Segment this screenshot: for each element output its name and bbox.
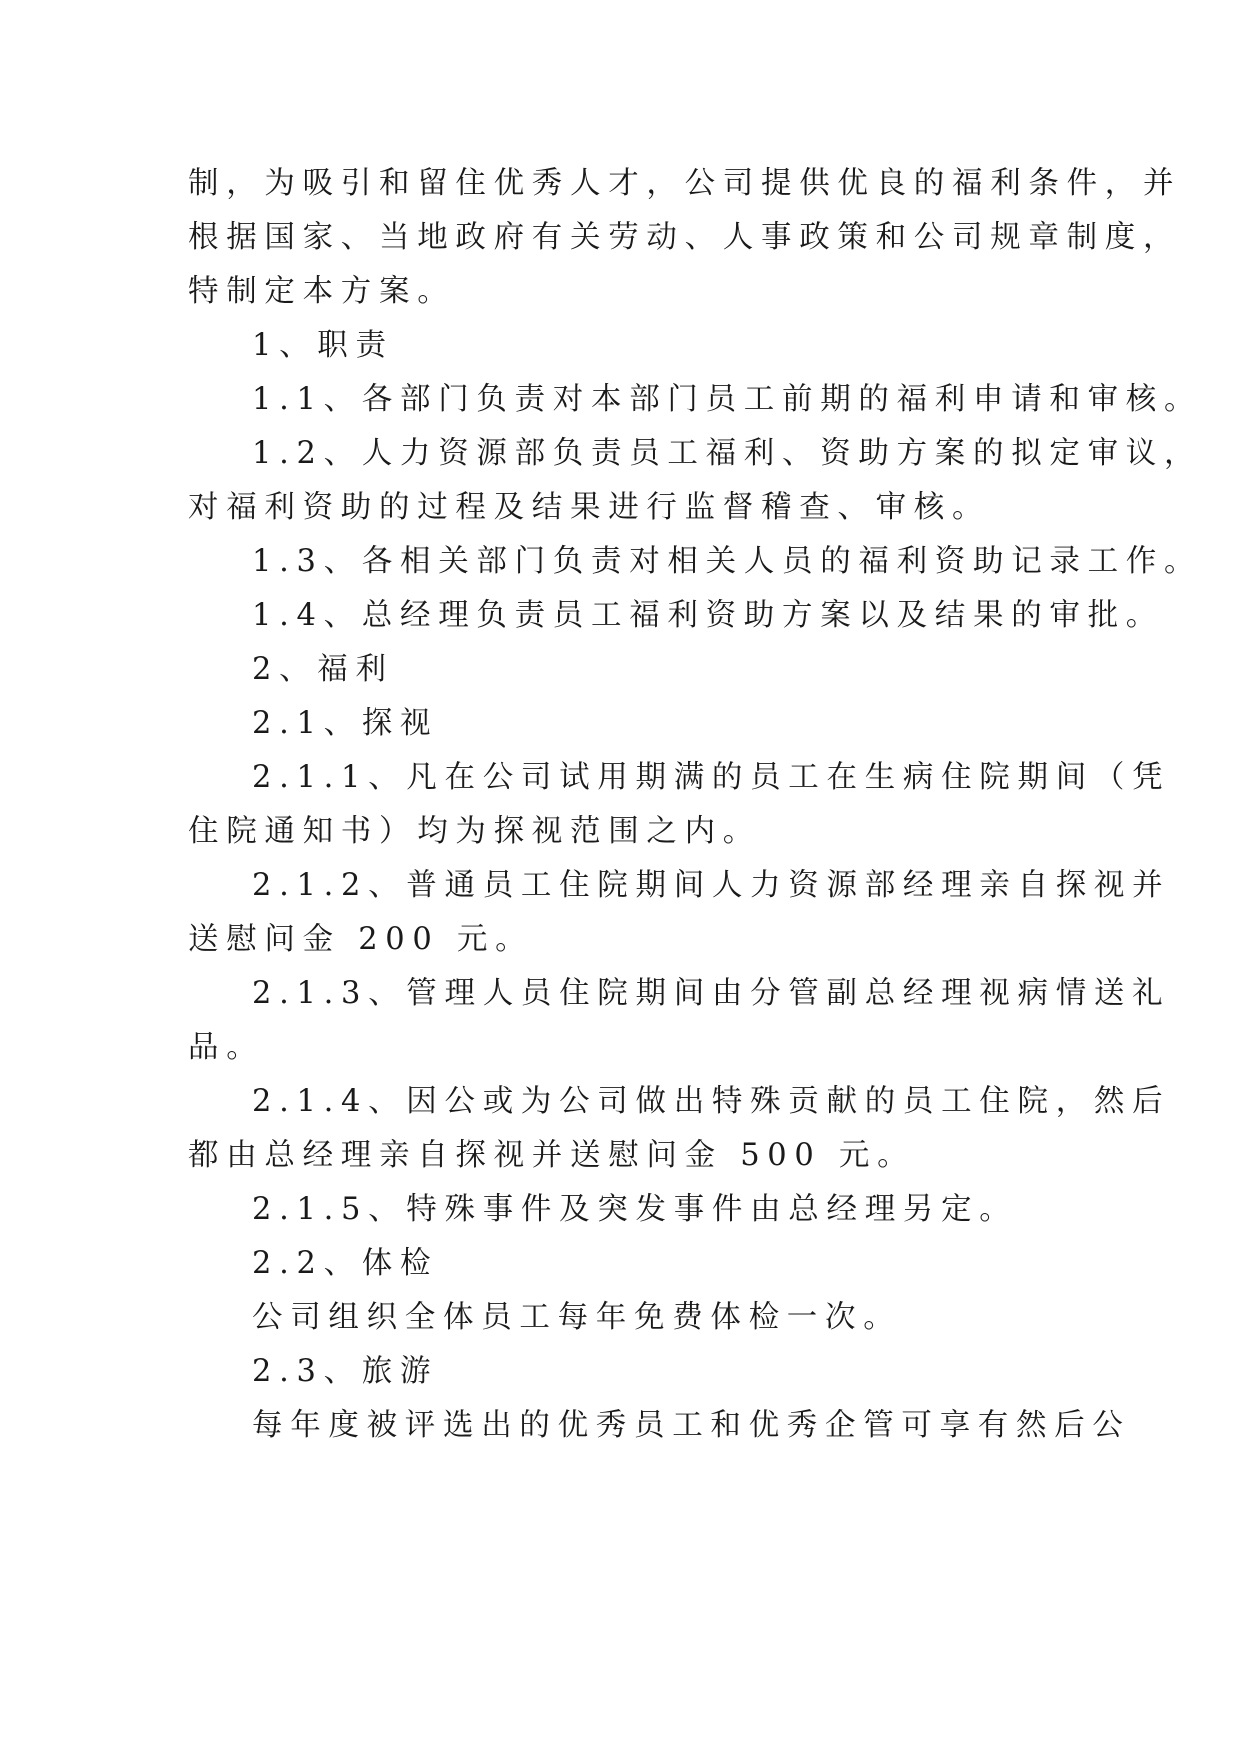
section-heading: 2、福利 bbox=[252, 652, 394, 687]
paragraph-line: 2.1.3、管理人员住院期间由分管副总经理视病情送礼 bbox=[252, 976, 1171, 1011]
paragraph-line: 1.1、各部门负责对本部门员工前期的福利申请和审核。 bbox=[252, 382, 1203, 417]
paragraph-line: 根据国家、当地政府有关劳动、人事政策和公司规章制度， bbox=[188, 220, 1182, 255]
subsection-heading: 2.1、探视 bbox=[252, 706, 439, 741]
subsection-heading: 2.2、体检 bbox=[252, 1246, 439, 1281]
paragraph-line: 每年度被评选出的优秀员工和优秀企管可享有然后公 bbox=[252, 1408, 1131, 1443]
paragraph-line: 1.2、人力资源部负责员工福利、资助方案的拟定审议， bbox=[252, 436, 1203, 471]
paragraph-line: 1.4、总经理负责员工福利资助方案以及结果的审批。 bbox=[252, 598, 1165, 633]
paragraph-line: 2.1.1、凡在公司试用期满的员工在生病住院期间（凭 bbox=[252, 760, 1171, 795]
paragraph-line: 送慰问金 200 元。 bbox=[188, 922, 534, 957]
paragraph-line: 住院通知书）均为探视范围之内。 bbox=[188, 814, 761, 849]
paragraph-line: 品。 bbox=[188, 1030, 265, 1065]
paragraph-line: 公司组织全体员工每年免费体检一次。 bbox=[252, 1300, 902, 1335]
section-heading: 1、职责 bbox=[252, 328, 394, 363]
paragraph-line: 特制定本方案。 bbox=[188, 274, 456, 309]
paragraph-line: 2.1.2、普通员工住院期间人力资源部经理亲自探视并 bbox=[252, 868, 1171, 903]
paragraph-line: 1.3、各相关部门负责对相关人员的福利资助记录工作。 bbox=[252, 544, 1203, 579]
subsection-heading: 2.3、旅游 bbox=[252, 1354, 439, 1389]
paragraph-line: 对福利资助的过程及结果进行监督稽查、审核。 bbox=[188, 490, 991, 525]
paragraph-line: 制，为吸引和留住优秀人才，公司提供优良的福利条件，并 bbox=[188, 166, 1182, 201]
paragraph-line: 都由总经理亲自探视并送慰问金 500 元。 bbox=[188, 1138, 916, 1173]
paragraph-line: 2.1.5、特殊事件及突发事件由总经理另定。 bbox=[252, 1192, 1018, 1227]
paragraph-line: 2.1.4、因公或为公司做出特殊贡献的员工住院，然后 bbox=[252, 1084, 1171, 1119]
